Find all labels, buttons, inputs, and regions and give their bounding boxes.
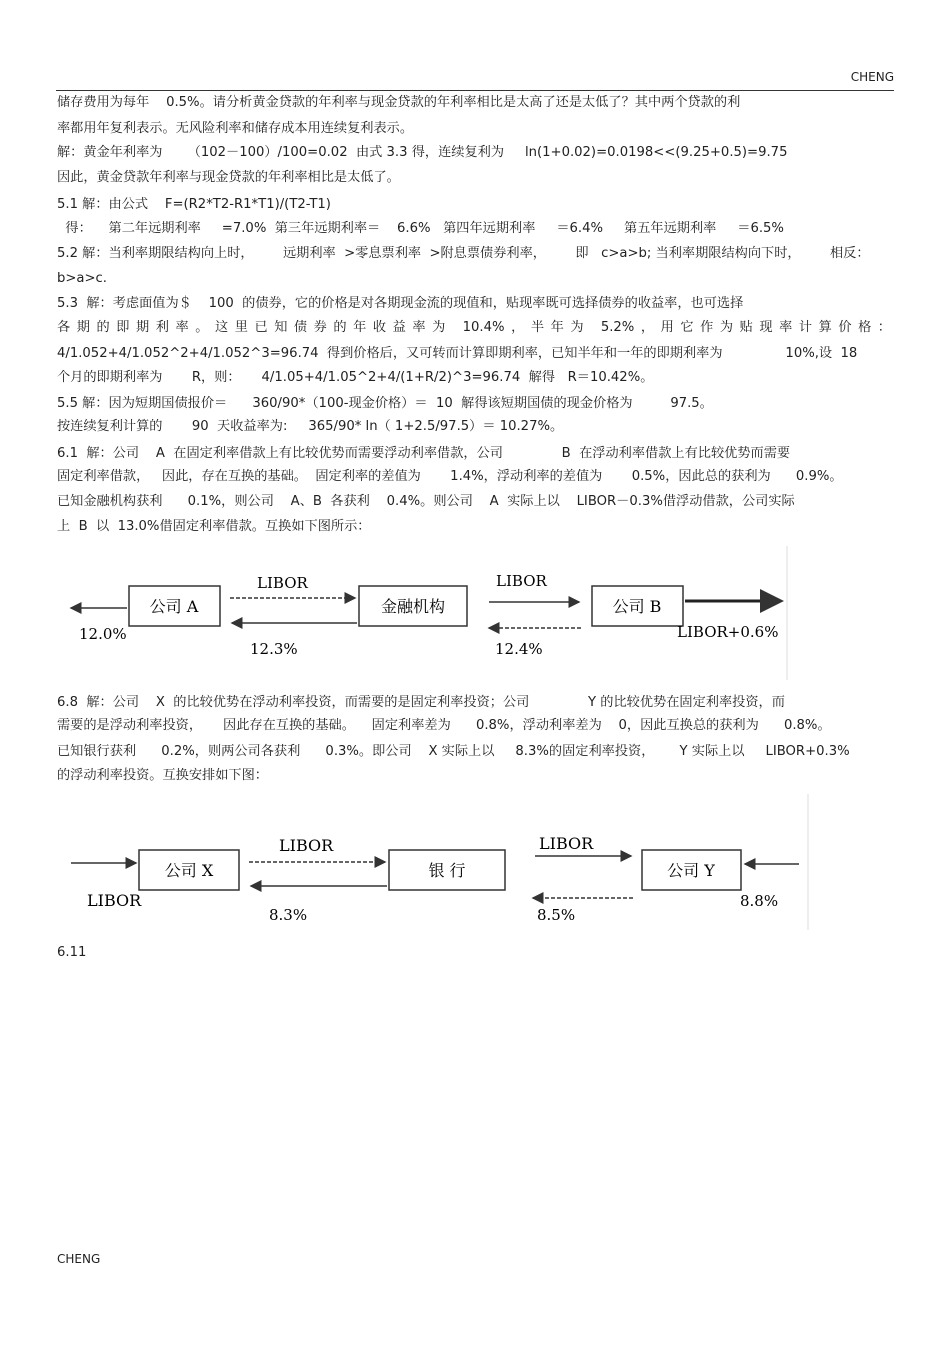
header-text: CHENG xyxy=(850,70,894,84)
box-label: 公司 X xyxy=(164,861,214,880)
box-label: 公司 B xyxy=(612,597,662,616)
text-line: 已知金融机构获利 0.1%，则公司 A、B 各获利 0.4%。则公司 A 实际上以 LIBOR－0.3%借浮动借款，公司实际 xyxy=(57,494,795,509)
arrow-label: 12.4% xyxy=(495,640,543,658)
box-label: 银 行 xyxy=(428,861,466,880)
text-line: 已知银行获利 0.2%，则两公司各获利 0.3%。即公司 X 实际上以 8.3%的固定利率投资， Y 实际上以 LIBOR+0.3% xyxy=(57,744,850,759)
arrow-label: 12.3% xyxy=(250,640,298,658)
text-line: 率都用年复利表示。无风险利率和储存成本用连续复利表示。 xyxy=(57,121,414,136)
page-footer: CHENG xyxy=(57,1252,101,1266)
text-line: 因此，黄金贷款年利率与现金贷款的年利率相比是太低了。 xyxy=(57,170,400,185)
arrow-label: 8.3% xyxy=(269,906,308,924)
box-label: 金融机构 xyxy=(380,597,446,616)
text-line: 5.2 解：当利率期限结构向上时， 远期利率 >零息票利率 >附息票债券利率， 即 c>a>b; 当利率期限结构向下时， 相反： xyxy=(57,246,870,261)
box-label: 公司 A xyxy=(149,597,199,616)
text-line: b>a>c. xyxy=(57,271,107,286)
text-line: 6.8 解：公司 X 的比较优势在浮动利率投资，而需要的是固定利率投资；公司 Y 的比较优势在固定利率投资，而 xyxy=(57,695,785,710)
text-line: 的浮动利率投资。互换安排如下图： xyxy=(57,768,268,783)
arrow-label: LIBOR xyxy=(539,834,594,853)
text-line: 得： 第二年远期利率 =7.0% 第三年远期利率＝ 6.6% 第四年远期利率 ＝6.4% 第五年远期利率 ＝6.5% xyxy=(57,221,784,236)
text-line: 上 B 以 13.0%借固定利率借款。互换如下图所示： xyxy=(57,519,371,534)
text-line: 5.1 解：由公式 F=(R2*T2-R1*T1)/(T2-T1) xyxy=(57,197,331,212)
swap-diagram-2 xyxy=(57,794,809,930)
arrow-label: LIBOR+0.6% xyxy=(677,623,779,641)
box-label: 公司 Y xyxy=(667,861,715,880)
text-line: 5.5 解：因为短期国债报价＝ 360/90*（100-现金价格）＝ 10 解得该短期国债的现金价格为 97.5。 xyxy=(57,396,713,411)
text-line: 6.11 xyxy=(57,945,87,960)
arrow-label: LIBOR xyxy=(496,572,547,590)
text-line: 5.3 解：考虑面值为＄ 100 的债券，它的价格是对各期现金流的现值和，贴现率既可选择债券的收益率，也可选择 xyxy=(57,296,744,311)
arrow-label: LIBOR xyxy=(257,574,308,592)
text-line: 各期的即期利率。这里已知债券的年收益率为 10.4%，半年为 5.2%，用它作为贴现率计算价格： xyxy=(57,320,891,335)
arrow-label: 8.8% xyxy=(740,892,779,910)
text-line: 需要的是浮动利率投资， 因此存在互换的基础。 固定利率差为 0.8%，浮动利率差为 0，因此互换总的获利为 0.8%。 xyxy=(57,718,831,733)
text-line: 固定利率借款， 因此，存在互换的基础。 固定利率的差值为 1.4%，浮动利率的差值为 0.5%，因此总的获利为 0.9%。 xyxy=(57,469,843,484)
page-header xyxy=(56,70,894,91)
text-line: 解：黄金年利率为 （102－100）/100=0.02 由式 3.3 得，连续复利为 ln(1+0.02)=0.0198<<(9.25+0.5)=9.75 xyxy=(57,145,788,160)
arrow-label: LIBOR xyxy=(87,891,142,910)
text-line: 4/1.052+4/1.052^2+4/1.052^3=96.74 得到价格后，又可转而计算即期利率，已知半年和一年的即期利率为 10%,设 18 xyxy=(57,346,858,361)
text-line: 6.1 解：公司 A 在固定利率借款上有比较优势而需要浮动利率借款，公司 B 在浮动利率借款上有比较优势而需要 xyxy=(57,446,791,461)
arrow-label: LIBOR xyxy=(279,836,334,855)
text-line: 个月的即期利率为 R，则： 4/1.05+4/1.05^2+4/(1+R/2)^3=96.74 解得 R＝10.42%。 xyxy=(57,370,654,385)
text-line: 储存费用为每年 0.5%。请分析黄金贷款的年利率与现金贷款的年利率相比是太高了还是太低了？其中两个贷款的利 xyxy=(57,95,741,110)
arrow-label: 8.5% xyxy=(537,906,576,924)
text-line: 按连续复利计算的 90 天收益率为: 365/90* ln（ 1+2.5/97.5）＝ 10.27%。 xyxy=(57,419,564,434)
arrow-label: 12.0% xyxy=(79,625,127,643)
swap-diagram-1 xyxy=(57,546,788,680)
